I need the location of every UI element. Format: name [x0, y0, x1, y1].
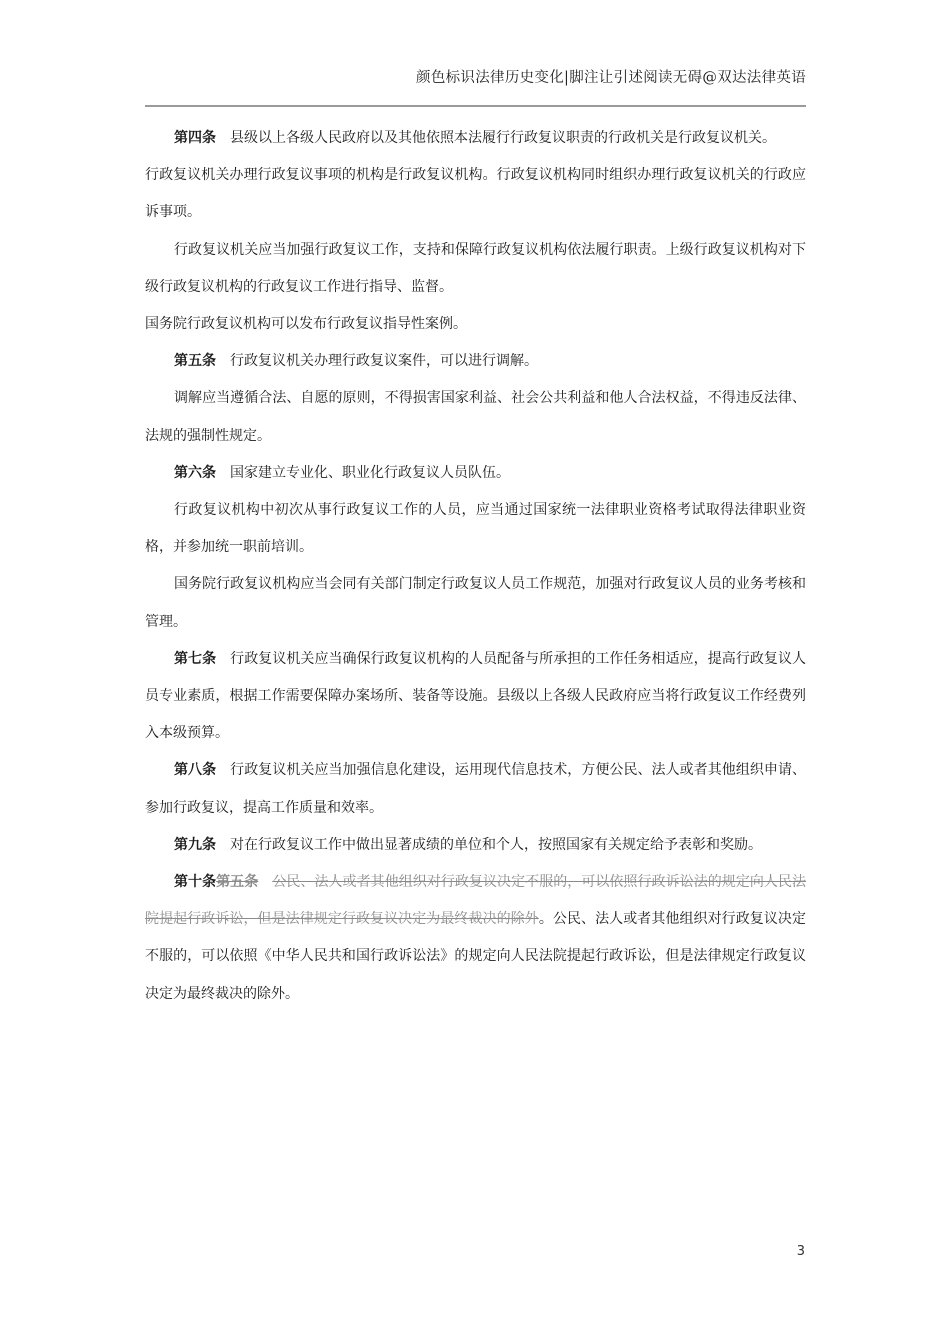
article-8-paragraph-1: [145, 752, 806, 826]
article-9-paragraph-1: [145, 827, 806, 864]
article-4-paragraph-3: 行政复议机关应当加强行政复议工作，支持和保障行政复议机构依法履行职责。上级行政复议机构对下级行政复议机构的行政复议工作进行指导、监督。: [145, 241, 806, 295]
article-text: 行政复议机关办理行政复议案件，可以进行调解。: [230, 353, 538, 370]
article-6-paragraph-3: 国务院行政复议机构应当会同有关部门制定行政复议人员工作规范，加强对行政复议人员的业务考核和管理。: [145, 576, 806, 630]
article-label: 第四条: [174, 130, 216, 146]
header-divider: [145, 105, 806, 107]
article-5-paragraph-2: 调解应当遵循合法、自愿的原则，不得损害国家利益、社会公共利益和他人合法权益，不得违反法律、法规的强制性规定。: [145, 390, 806, 444]
article-5-paragraph-1: [145, 343, 806, 380]
deleted-article-label: 第五条: [216, 874, 259, 891]
article-label: 第五条: [174, 353, 216, 370]
article-text: 。公民、法人或者其他组织对行政复议决定不服的，可以依照《中华人民共和国行政诉讼法》的规定向人民法院提起行政诉讼，但是法律规定行政复议决定为最终裁决的除外。: [145, 911, 807, 1002]
article-text: 行政复议机关应当加强信息化建设，运用现代信息技术，方便公民、法人或者其他组织申请、参加行政复议，提高工作质量和效率。: [145, 762, 807, 816]
article-text: 国家建立专业化、职业化行政复议人员队伍。: [230, 464, 510, 481]
article-7-paragraph-1: [145, 641, 806, 753]
document-body: [145, 120, 806, 1013]
page-number: 3: [796, 1244, 805, 1259]
deleted-article-text: 公民、法人或者其他组织对行政复议决定不服的，可以依照行政诉讼法的规定向人民法院提起行政诉讼，但是法律规定行政复议决定为最终裁决的除外: [145, 874, 807, 928]
article-label: 第六条: [174, 464, 216, 481]
article-label: 第九条: [174, 836, 216, 853]
article-6-paragraph-2: 行政复议机构中初次从事行政复议工作的人员，应当通过国家统一法律职业资格考试取得法律职业资格，并参加统一职前培训。: [145, 502, 806, 556]
article-4-paragraph-4: 国务院行政复议机构可以发布行政复议指导性案例。: [145, 316, 467, 333]
article-label: 第八条: [174, 762, 217, 779]
article-text: 县级以上各级人民政府以及其他依照本法履行行政复议职责的行政机关是行政复议机关。: [230, 130, 776, 146]
article-text: 行政复议机关应当确保行政复议机构的人员配备与所承担的工作任务相适应，提高行政复议人员专业素质，根据工作需要保障办案场所、装备等设施。县级以上各级人民政府应当将行政复议工作经费列入本级预算。: [145, 650, 807, 742]
document-header-title: 颜色标识法律历史变化|脚注让引述阅读无碍@双达法律英语: [416, 70, 806, 86]
article-10-paragraph-1: [145, 864, 806, 1013]
article-6-paragraph-1: [145, 455, 806, 492]
article-label: 第十条: [174, 874, 217, 891]
article-4-paragraph-1: [145, 120, 806, 157]
article-text: 对在行政复议工作中做出显著成绩的单位和个人，按照国家有关规定给予表彰和奖励。: [230, 836, 762, 853]
article-4-paragraph-2: 行政复议机关办理行政复议事项的机构是行政复议机构。行政复议机构同时组织办理行政复议机关的行政应诉事项。: [145, 167, 806, 221]
article-label: 第七条: [174, 650, 217, 667]
